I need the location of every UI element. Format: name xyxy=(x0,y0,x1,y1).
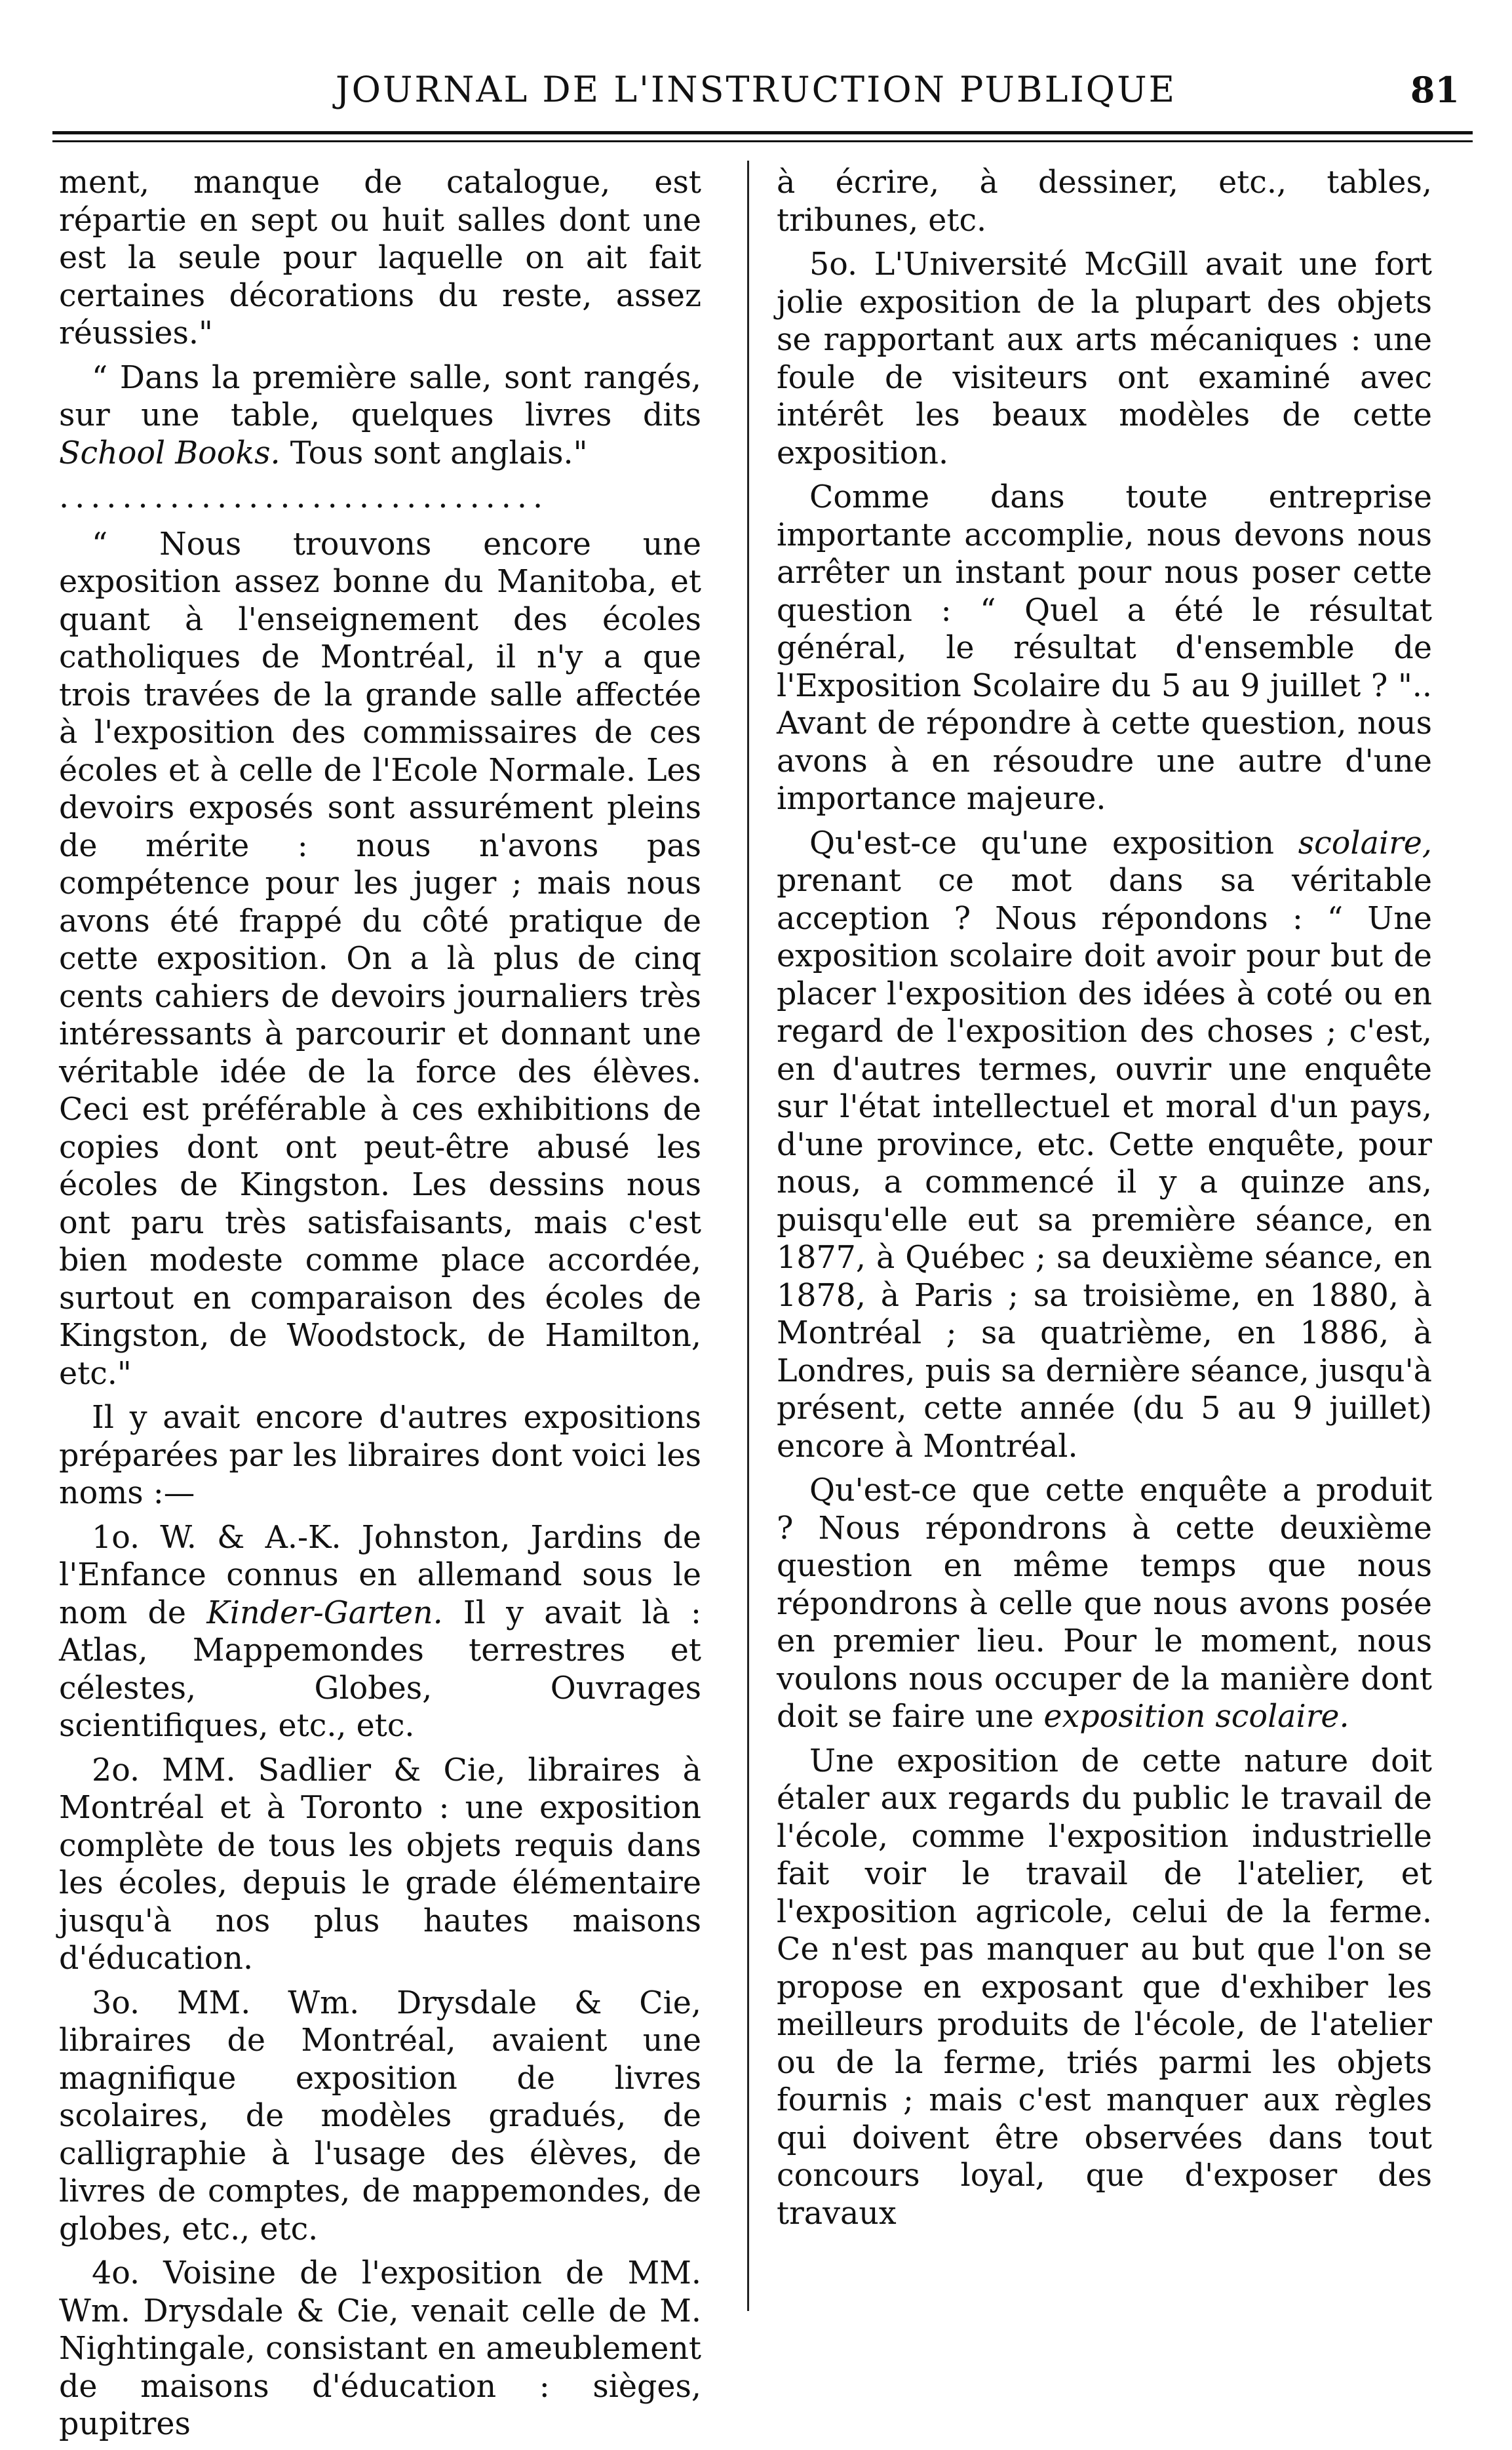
left-paragraph-5-text-a: 1o. W. & A.-K. Johnston, Jardins de l'Enfance connus en allemand sous le nom de xyxy=(59,1519,701,1631)
left-paragraph-2-text-a: “ Dans la première salle, sont rangés, sur une table, quelques livres dits xyxy=(59,359,701,433)
right-paragraph-2: 5o. L'Université McGill avait une fort jolie exposition de la plupart des objets se rapportant aux arts mécaniques : une foule de visiteurs ont examiné avec intérêt les beaux modèles de cette exposition. xyxy=(777,247,1432,471)
right-paragraph-6: Une exposition de cette nature doit étaler aux regards du public le travail de l'école, comme l'exposition industrielle fait voir le travail de l'atelier, et l'exposition agricole, celui de la ferme. Ce n'est pas manquer au but que l'on se propose en exposant que d'exhiber les meilleurs produits de l'école, de l'atelier ou de la ferme, triés parmi les objets fournis ; mais c'est manquer aux règles qui doivent être observées dans tout concours loyal, que d'exposer des travaux xyxy=(777,1743,1432,2232)
left-paragraph-7: 3o. MM. Wm. Drysdale & Cie, libraires de Montréal, avaient une magnifique exposition de livres scolaires, de modèles gradués, de calligraphie à l'usage des élèves, de livres de comptes, de mappemondes, de globes, etc., etc. xyxy=(59,1985,701,2247)
right-column xyxy=(777,164,1432,2239)
page-number: 81 xyxy=(1410,69,1460,111)
left-paragraph-8: 4o. Voisine de l'exposition de MM. Wm. Drysdale & Cie, venait celle de M. Nightingale, consistant en ameublement de maisons d'éducation : sièges, pupitres xyxy=(59,2255,701,2442)
left-paragraph-2-text-b: Tous sont anglais." xyxy=(280,435,588,471)
right-paragraph-4-text-b: prenant ce mot dans sa véritable acception ? Nous répondons : “ Une exposition scolaire doit avoir pour but de placer l'exposition des idées à coté ou en regard de l'exposition des choses ; c'est, en d'autres termes, ouvrir une enquête sur l'état intellectuel et moral d'un pays, d'une province, etc. Cette enquête, pour nous, a commencé il y a quinze ans, puisqu'elle eut sa première séance, en 1877, à Québec ; sa deuxième séance, en 1878, à Paris ; sa troisième, en 1880, à Montréal ; sa quatrième, en 1886, à Londres, puis sa dernière séance, jusqu'à présent, cette année (du 5 au 9 juillet) encore à Montréal. xyxy=(777,863,1432,1465)
right-paragraph-5-italic: exposition scolaire. xyxy=(1043,1699,1349,1735)
ellipsis-separator: ............................... xyxy=(59,479,549,515)
right-paragraph-4 xyxy=(777,825,1432,1466)
left-paragraph-5-text-b: Il y avait là : Atlas, Mappemondes terrestres et célestes, Globes, Ouvrages scientifiques, etc., etc. xyxy=(59,1594,701,1744)
page-header xyxy=(39,62,1473,121)
right-paragraph-4-text-a: Qu'est-ce qu'une exposition xyxy=(809,825,1298,861)
right-paragraph-3: Comme dans toute entreprise importante accomplie, nous devons nous arrêter un instant pour nous poser cette question : “ Quel a été le résultat général, le résultat d'ensemble de l'Exposition Scolaire du 5 au 9 juillet ? ".. Avant de répondre à cette question, nous avons à en résoudre une autre d'une importance majeure. xyxy=(777,479,1432,817)
left-paragraph-3: “ Nous trouvons encore une exposition assez bonne du Manitoba, et quant à l'enseignement des écoles catholiques de Montréal, il n'y a que trois travées de la grande salle affectée à l'exposition des commissaires de ces écoles et à celle de l'Ecole Normale. Les devoirs exposés sont assurément pleins de mérite : nous n'avons pas compétence pour les juger ; mais nous avons été frappé du côté pratique de cette exposition. On a là plus de cinq cents cahiers de devoirs journaliers très intéressants à parcourir et donnant une véritable idée de la force des élèves. Ceci est préférable à ces exhibitions de copies dont ont peut-être abusé les écoles de Kingston. Les dessins nous ont paru très satisfaisants, mais c'est bien modeste comme place accordée, surtout en comparaison des écoles de Kingston, de Woodstock, de Hamilton, etc." xyxy=(59,526,701,1392)
right-paragraph-5-text-a: Qu'est-ce que cette enquête a produit ? Nous répondrons à cette deuxième question en même temps que nous répondrons à celle que nous avons posée en premier lieu. Pour le moment, nous voulons nous occuper de la manière dont doit se faire une xyxy=(777,1472,1432,1735)
left-paragraph-1: ment, manque de catalogue, est répartie en sept ou huit salles dont une est la seule pour laquelle on ait fait certaines décorations du reste, assez réussies." xyxy=(59,165,701,351)
left-paragraph-4: Il y avait encore d'autres expositions préparées par les libraires dont voici les noms :— xyxy=(59,1400,701,1511)
left-paragraph-2 xyxy=(59,359,701,473)
left-column xyxy=(59,164,701,2450)
right-paragraph-4-italic: scolaire, xyxy=(1298,825,1432,861)
left-paragraph-2-italic: School Books. xyxy=(59,435,281,471)
left-paragraph-5 xyxy=(59,1519,701,1745)
right-paragraph-5 xyxy=(777,1472,1432,1736)
header-rule-thin xyxy=(52,140,1473,142)
running-title: JOURNAL DE L'INSTRUCTION PUBLIQUE xyxy=(335,69,1177,110)
right-paragraph-1: à écrire, à dessiner, etc., tables, tribunes, etc. xyxy=(777,165,1432,239)
left-paragraph-5-italic: Kinder-Garten. xyxy=(206,1594,443,1631)
left-paragraph-6: 2o. MM. Sadlier & Cie, libraires à Montréal et à Toronto : une exposition complète de tous les objets requis dans les écoles, depuis le grade élémentaire jusqu'à nos plus hautes maisons d'éducation. xyxy=(59,1752,701,1977)
header-rule-thick xyxy=(52,131,1473,134)
column-divider xyxy=(747,161,749,2311)
